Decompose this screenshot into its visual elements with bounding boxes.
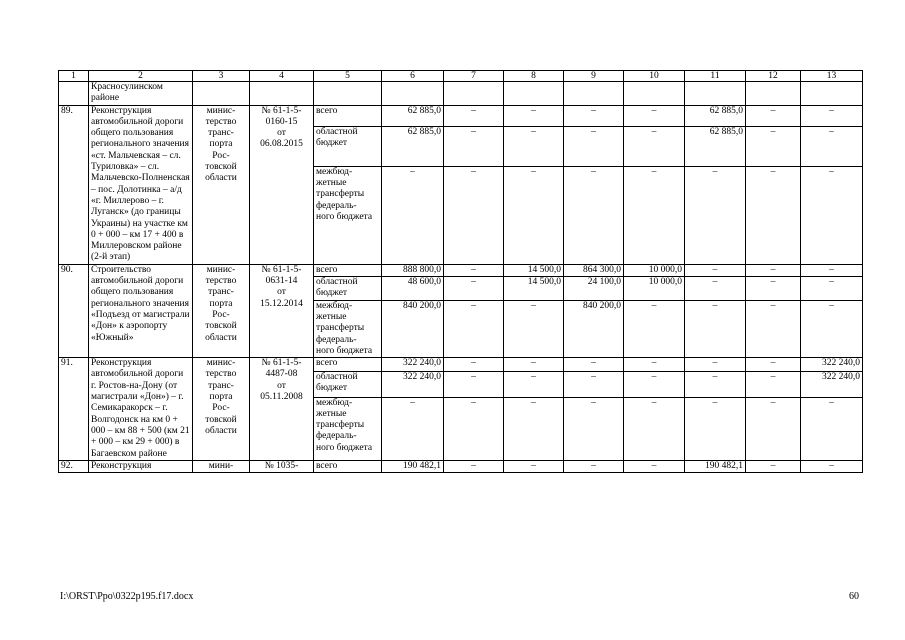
amount-cell: – (624, 300, 685, 357)
object-name-cell: Реконструкция (89, 460, 193, 472)
funding-source-cell: областной бюджет (314, 126, 382, 166)
expertise-cell: № 61-1-5- 0631-14 от 15.12.2014 (250, 264, 314, 357)
amount-cell: – (624, 105, 685, 126)
amount-cell: – (624, 460, 685, 472)
column-number: 13 (801, 71, 863, 82)
amount-cell: – (801, 397, 863, 460)
object-name-cell: Красносулинском районе (89, 82, 193, 106)
expertise-cell: № 1035- (250, 460, 314, 472)
amount-cell: – (564, 166, 624, 264)
funding-source-cell: областной бюджет (314, 277, 382, 301)
amount-cell: – (444, 460, 504, 472)
amount-cell: – (746, 300, 801, 357)
column-number: 1 (59, 71, 89, 82)
expertise-cell: № 61-1-5- 4487-08 от 05.11.2008 (250, 358, 314, 461)
page-number: 60 (849, 591, 859, 602)
amount-cell: – (444, 358, 504, 372)
column-number: 3 (193, 71, 250, 82)
amount-cell: 322 240,0 (382, 371, 444, 397)
amount-cell: – (444, 397, 504, 460)
funding-source-cell: всего (314, 105, 382, 126)
amount-cell: – (746, 371, 801, 397)
amount-cell: – (624, 371, 685, 397)
funding-source-cell: межбюд- жетные трансферты федераль- ного бюджета (314, 397, 382, 460)
amount-cell: – (746, 358, 801, 372)
amount-cell: 14 500,0 (504, 277, 564, 301)
amount-cell: – (504, 371, 564, 397)
amount-cell: – (801, 126, 863, 166)
amount-cell: – (444, 126, 504, 166)
column-number: 11 (685, 71, 746, 82)
amount-cell: 322 240,0 (801, 358, 863, 372)
empty-cell (250, 82, 314, 106)
amount-cell: – (685, 371, 746, 397)
amount-cell: – (444, 300, 504, 357)
column-number-row (59, 71, 863, 82)
amount-cell: – (624, 166, 685, 264)
row-number-cell: 91. (59, 358, 89, 461)
amount-cell: – (444, 277, 504, 301)
amount-cell: – (624, 126, 685, 166)
column-number: 5 (314, 71, 382, 82)
table-row (59, 105, 863, 126)
funding-source-cell: всего (314, 264, 382, 276)
amount-cell: – (685, 397, 746, 460)
column-number: 9 (564, 71, 624, 82)
amount-cell: 840 200,0 (564, 300, 624, 357)
amount-cell: – (564, 397, 624, 460)
amount-cell: 62 885,0 (685, 126, 746, 166)
amount-cell: – (801, 300, 863, 357)
empty-cell (314, 82, 382, 106)
empty-cell (504, 82, 564, 106)
amount-cell: 190 482,1 (382, 460, 444, 472)
amount-cell: – (801, 105, 863, 126)
amount-cell: – (382, 397, 444, 460)
column-number: 12 (746, 71, 801, 82)
amount-cell: – (685, 264, 746, 276)
amount-cell: – (746, 166, 801, 264)
amount-cell: – (444, 105, 504, 126)
amount-cell: 10 000,0 (624, 264, 685, 276)
amount-cell: 24 100,0 (564, 277, 624, 301)
amount-cell: – (564, 460, 624, 472)
column-number: 2 (89, 71, 193, 82)
funding-source-cell: областной бюджет (314, 371, 382, 397)
customer-cell: минис- терство транс- порта Рос- товской области (193, 105, 250, 264)
amount-cell: – (504, 300, 564, 357)
amount-cell: – (504, 166, 564, 264)
amount-cell: 322 240,0 (382, 358, 444, 372)
column-number: 4 (250, 71, 314, 82)
amount-cell: – (444, 166, 504, 264)
amount-cell: – (801, 277, 863, 301)
table-row (59, 264, 863, 276)
amount-cell: – (746, 105, 801, 126)
row-number-cell: 89. (59, 105, 89, 264)
amount-cell: 62 885,0 (382, 126, 444, 166)
amount-cell: – (564, 126, 624, 166)
table-row (59, 460, 863, 472)
amount-cell: – (746, 397, 801, 460)
customer-cell: мини- (193, 460, 250, 472)
funding-source-cell: всего (314, 358, 382, 372)
object-name-cell: Строительство автомобильной дороги общего пользования регионального значения «Подъезд от магистрали «Дон» к аэропорту «Южный» (89, 264, 193, 357)
column-number: 6 (382, 71, 444, 82)
amount-cell: – (801, 460, 863, 472)
amount-cell: 322 240,0 (801, 371, 863, 397)
empty-cell (746, 82, 801, 106)
amount-cell: 888 800,0 (382, 264, 444, 276)
empty-cell (685, 82, 746, 106)
empty-cell (624, 82, 685, 106)
empty-cell (382, 82, 444, 106)
amount-cell: – (685, 358, 746, 372)
amount-cell: – (504, 126, 564, 166)
object-name-cell: Реконструкция автомобильной дороги общего пользования регионального значения «ст. Мальчевская – сл. Туриловка» – сл. Мальчевско-Полненская – пос. Долотинка – а/д «г. Миллерово – г. Луганск» (до границы Украины) на участке км 0 + 000 – км 17 + 400 в Миллеровском районе (2-й этап) (89, 105, 193, 264)
empty-cell (193, 82, 250, 106)
row-number-cell: 92. (59, 460, 89, 472)
amount-cell: – (746, 264, 801, 276)
amount-cell: – (504, 358, 564, 372)
funding-source-cell: межбюд- жетные трансферты федераль- ного бюджета (314, 166, 382, 264)
file-path: I:\ORST\Ppo\0322p195.f17.docx (60, 591, 194, 602)
customer-cell: минис- терство транс- порта Рос- товской области (193, 358, 250, 461)
row-number-cell (59, 82, 89, 106)
amount-cell: 10 000,0 (624, 277, 685, 301)
amount-cell: – (801, 264, 863, 276)
program-table (58, 70, 863, 473)
amount-cell: – (564, 358, 624, 372)
amount-cell: 62 885,0 (382, 105, 444, 126)
amount-cell: 62 885,0 (685, 105, 746, 126)
column-number: 10 (624, 71, 685, 82)
amount-cell: – (444, 371, 504, 397)
amount-cell: – (504, 105, 564, 126)
amount-cell: – (624, 358, 685, 372)
table-row (59, 358, 863, 372)
customer-cell: минис- терство транс- порта Рос- товской области (193, 264, 250, 357)
amount-cell: – (685, 166, 746, 264)
amount-cell: 190 482,1 (685, 460, 746, 472)
funding-source-cell: межбюд- жетные трансферты федераль- ного бюджета (314, 300, 382, 357)
amount-cell: – (564, 371, 624, 397)
amount-cell: – (801, 166, 863, 264)
amount-cell: – (504, 397, 564, 460)
amount-cell: 48 600,0 (382, 277, 444, 301)
amount-cell: – (746, 277, 801, 301)
amount-cell: – (746, 460, 801, 472)
empty-cell (564, 82, 624, 106)
column-number: 8 (504, 71, 564, 82)
amount-cell: – (624, 397, 685, 460)
column-number: 7 (444, 71, 504, 82)
amount-cell: – (564, 105, 624, 126)
amount-cell: 14 500,0 (504, 264, 564, 276)
amount-cell: – (504, 460, 564, 472)
amount-cell: 864 300,0 (564, 264, 624, 276)
amount-cell: – (444, 264, 504, 276)
amount-cell: – (382, 166, 444, 264)
amount-cell: – (685, 277, 746, 301)
row-number-cell: 90. (59, 264, 89, 357)
funding-source-cell: всего (314, 460, 382, 472)
amount-cell: – (746, 126, 801, 166)
expertise-cell: № 61-1-5- 0160-15 от 06.08.2015 (250, 105, 314, 264)
continuation-row (59, 82, 863, 106)
empty-cell (801, 82, 863, 106)
empty-cell (444, 82, 504, 106)
amount-cell: – (685, 300, 746, 357)
amount-cell: 840 200,0 (382, 300, 444, 357)
object-name-cell: Реконструкция автомобильной дороги г. Ростов-на-Дону (от магистрали «Дон») – г. Семикаракорск – г. Волгодонск на км 0 + 000 – км 88 + 500 (км 21 + 000 – км 29 + 000) в Багаевском районе (89, 358, 193, 461)
